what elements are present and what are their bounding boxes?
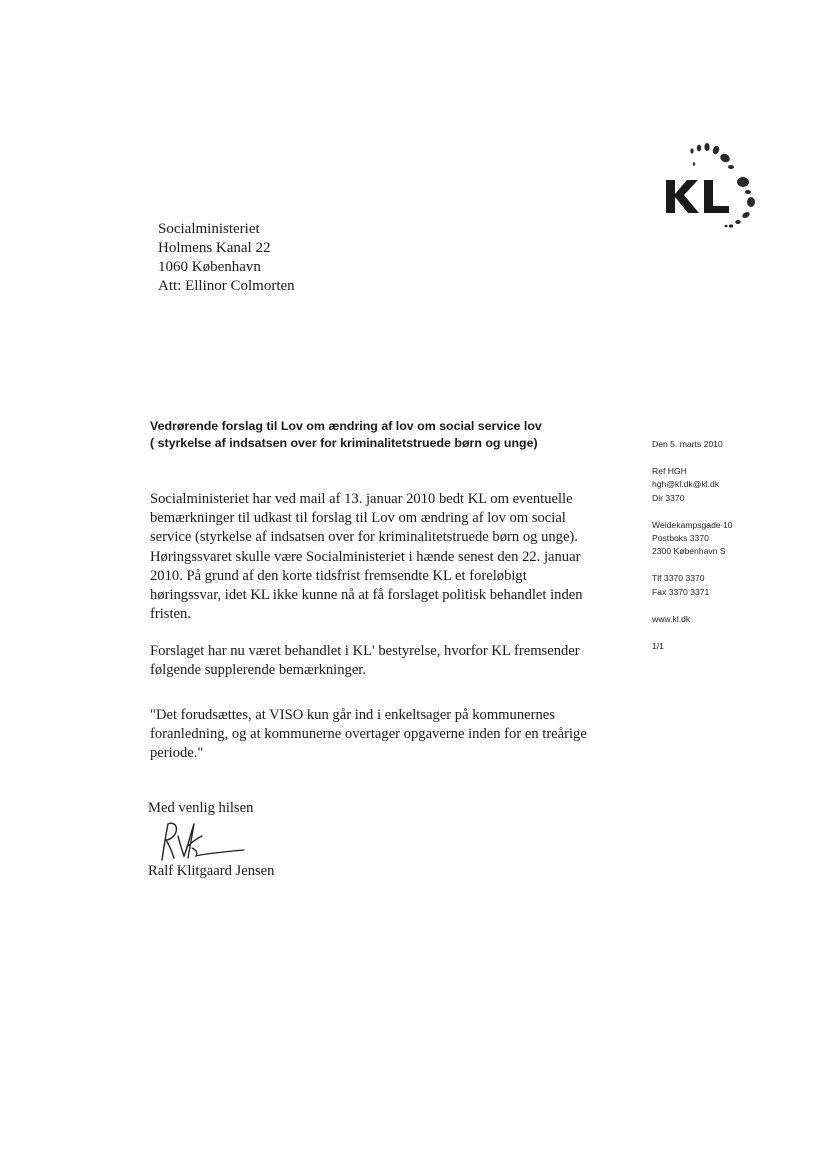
text-line: service (styrkelse af indsatsen over for kriminalitetstruede børn og unge). bbox=[150, 529, 578, 546]
address-city: 2300 København S bbox=[652, 546, 726, 557]
text-line: følgende supplerende bemærkninger. bbox=[150, 662, 367, 679]
website: www.kl.dk bbox=[652, 613, 691, 624]
address-street: Weidekampsgade 10 bbox=[652, 519, 733, 530]
recipient-line: Socialministeriet bbox=[158, 221, 260, 237]
text-line: Høringssvaret skulle være Socialministeriet i hænde senest den 22. januar bbox=[150, 548, 581, 565]
letter-subject bbox=[150, 418, 620, 452]
phone-number: Tlf 3370 3370 bbox=[652, 573, 705, 584]
signature bbox=[152, 816, 252, 866]
sender-info-sidebar bbox=[652, 438, 802, 653]
kl-logo bbox=[660, 140, 770, 230]
text-line: bemærkninger til udkast til forslag til Lov om ændring af lov om social bbox=[150, 510, 566, 527]
closing-greeting: Med venlig hilsen bbox=[148, 800, 254, 816]
kl-logo-icon bbox=[660, 140, 770, 230]
sender-email: hgh@kl.dk@kl.dk bbox=[652, 479, 720, 490]
body-paragraph-2 bbox=[150, 642, 620, 680]
subject-line: ( styrkelse af indsatsen over for kriminalitetstruede børn og unge) bbox=[150, 436, 538, 450]
signer-name: Ralf Klitgaard Jensen bbox=[148, 863, 275, 879]
direct-phone: Dir 3370 bbox=[652, 492, 685, 503]
text-line: fristen. bbox=[150, 606, 191, 623]
reference: Ref HGH bbox=[652, 466, 687, 477]
text-line: 2010. På grund af den korte tidsfrist fremsendte KL et foreløbigt bbox=[150, 567, 527, 584]
letter-date: Den 5. marts 2010 bbox=[652, 439, 723, 449]
text-line: periode." bbox=[150, 745, 204, 762]
address-box: Postboks 3370 bbox=[652, 533, 709, 544]
body-paragraph-1 bbox=[150, 490, 620, 624]
recipient-line: 1060 København bbox=[158, 259, 261, 275]
text-line: foranledning, og at kommunerne overtager opgaverne inden for en treårige bbox=[150, 726, 587, 743]
text-line: Socialministeriet har ved mail af 13. januar 2010 bedt KL om eventuelle bbox=[150, 491, 573, 507]
subject-line: Vedrørende forslag til Lov om ændring af lov om social service lov bbox=[150, 419, 542, 433]
text-line: Forslaget har nu været behandlet i KL' bestyrelse, hvorfor KL fremsender bbox=[150, 643, 580, 659]
handwritten-signature-icon bbox=[152, 816, 252, 866]
fax-number: Fax 3370 3371 bbox=[652, 586, 710, 597]
recipient-address bbox=[158, 220, 295, 296]
body-quote bbox=[150, 706, 620, 764]
recipient-line: Att: Ellinor Colmorten bbox=[158, 278, 295, 294]
text-line: "Det forudsættes, at VISO kun går ind i enkeltsager på kommunernes bbox=[150, 707, 555, 723]
page-number: 1/1 bbox=[652, 641, 664, 652]
recipient-line: Holmens Kanal 22 bbox=[158, 240, 271, 256]
text-line: høringssvar, idet KL ikke kunne nå at få forslaget politisk behandlet inden bbox=[150, 587, 583, 604]
